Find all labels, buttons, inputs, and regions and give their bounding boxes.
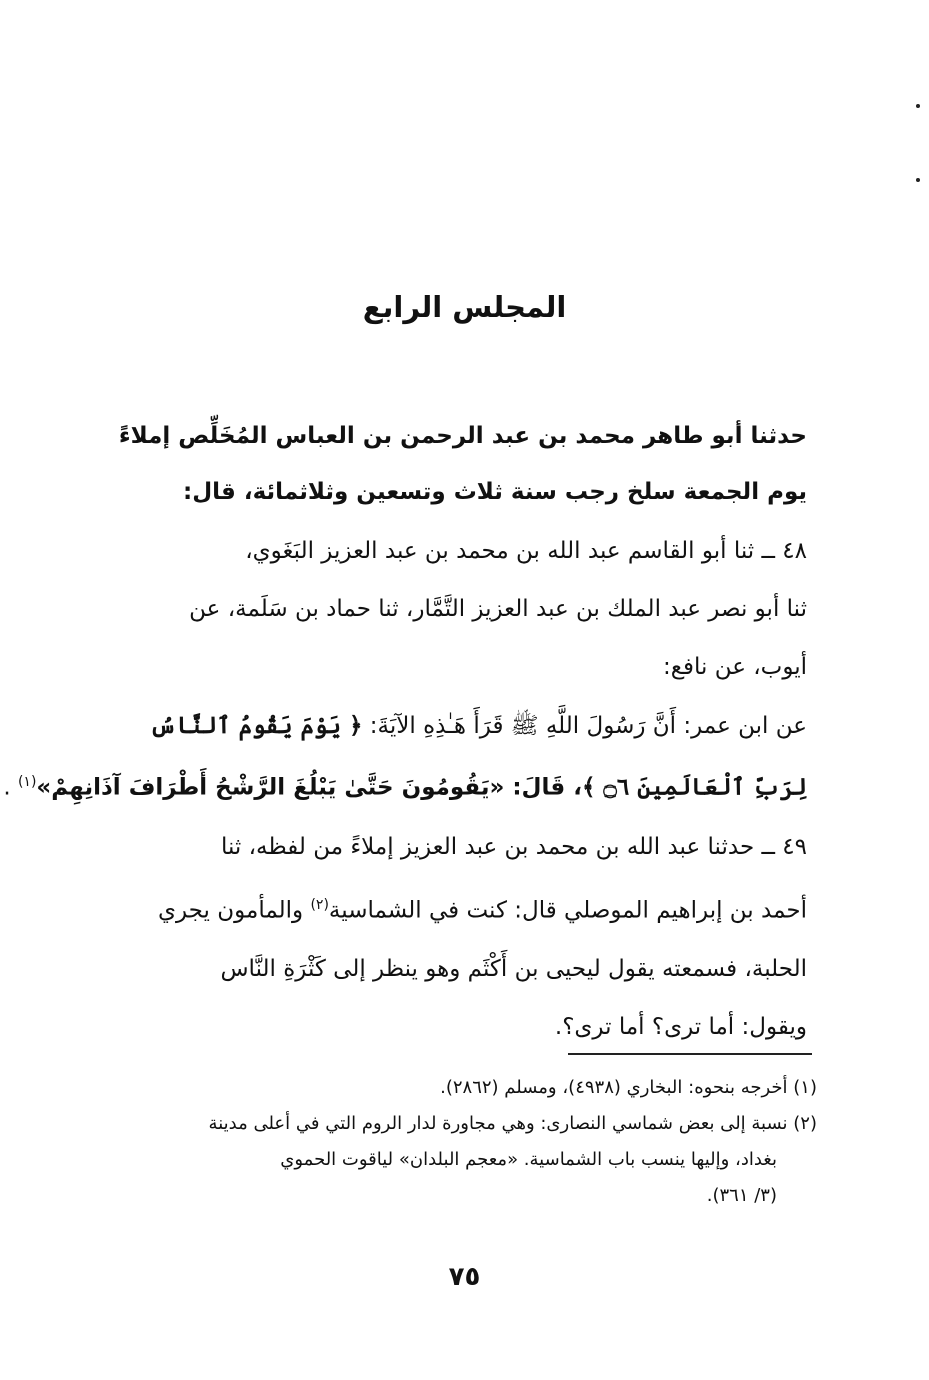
quran-verse: لِرَبِّ ٱلْعَالَمِينَ ۝٦ ﴾	[581, 773, 807, 801]
hadith-48-isnad	[117, 522, 807, 696]
intro-line-2: يوم الجمعة سلخ رجب سنة ثلاث وتسعين وثلاثمائة، قال:	[183, 479, 807, 505]
matn-text: عن ابن عمر: أَنَّ رَسُولَ اللَّهِ ﷺ قَرَأَ هَـٰذِهِ الآيَةَ:	[369, 713, 807, 739]
hadith-48-line-2: ثنا أبو نصر عبد الملك بن عبد العزيز التَّمَّار، ثنا حماد بن سَلَمة، عن	[189, 596, 807, 622]
page-heading: المجلس الرابع	[362, 290, 567, 324]
footnote-ref-1: (١)	[17, 774, 37, 790]
quran-verse: ﴿ يَوْمَ يَقُومُ ٱلنَّاسُ	[149, 712, 363, 739]
hadith-48-line-1: ٤٨ ــ ثنا أبو القاسم عبد الله بن محمد بن عبد العزيز البَغَوي،	[245, 538, 807, 564]
hadith-49-line-2b: والمأمون يجري	[157, 897, 311, 924]
hadith-49-line-2a: أحمد بن إبراهيم الموصلي قال: كنت في الشماسية	[328, 897, 807, 924]
footnote-2-line-3: (٣/ ٣٦١).	[706, 1185, 777, 1206]
matn-saying: ، قَالَ: «يَقُومُونَ حَتَّىٰ يَبْلُغَ الرَّشْحُ أَطْرَافَ آذَانِهِمْ»	[36, 774, 582, 801]
hadith-49-line-4: ويقول: أما ترى؟ أما ترى؟.	[554, 1013, 807, 1040]
hadith-49-line-1: ٤٩ ــ حدثنا عبد الله بن محمد بن عبد العزيز إملاءً من لفظه، ثنا	[220, 834, 807, 860]
hadith-48-matn	[3, 698, 807, 816]
footnote-divider	[568, 1053, 812, 1055]
footnotes	[97, 1070, 817, 1214]
margin-mark	[916, 104, 920, 108]
matn-line-2	[3, 754, 807, 816]
hadith-49-line-2	[117, 876, 807, 940]
margin-mark	[916, 178, 920, 182]
intro-line-1: حدثنا أبو طاهر محمد بن عبد الرحمن بن العباس المُخَلِّص إملاءً	[118, 423, 807, 449]
page-number: ٧٥	[448, 1262, 481, 1292]
hadith-49	[117, 818, 807, 1056]
hadith-48-line-3: أيوب، عن نافع:	[663, 654, 807, 680]
intro-paragraph	[117, 408, 807, 520]
matn-line-1	[117, 698, 807, 754]
footnote-ref-2: (٢)	[310, 897, 329, 913]
hadith-49-line-3: الحلبة، فسمعته يقول ليحيى بن أَكْثَم وهو ينظر إلى كَثْرَةِ النَّاس	[220, 955, 807, 982]
period: .	[3, 774, 11, 801]
footnote-2-line-2: بغداد، وإليها ينسب باب الشماسية. «معجم البلدان» لياقوت الحموي	[280, 1149, 777, 1170]
footnote-1: (١) أخرجه بنحوه: البخاري (٤٩٣٨)، ومسلم (٢٨٦٢).	[440, 1077, 817, 1098]
footnote-2-line-1: (٢) نسبة إلى بعض شماسي النصارى: وهي مجاورة لدار الروم التي في أعلى مدينة	[208, 1113, 817, 1134]
